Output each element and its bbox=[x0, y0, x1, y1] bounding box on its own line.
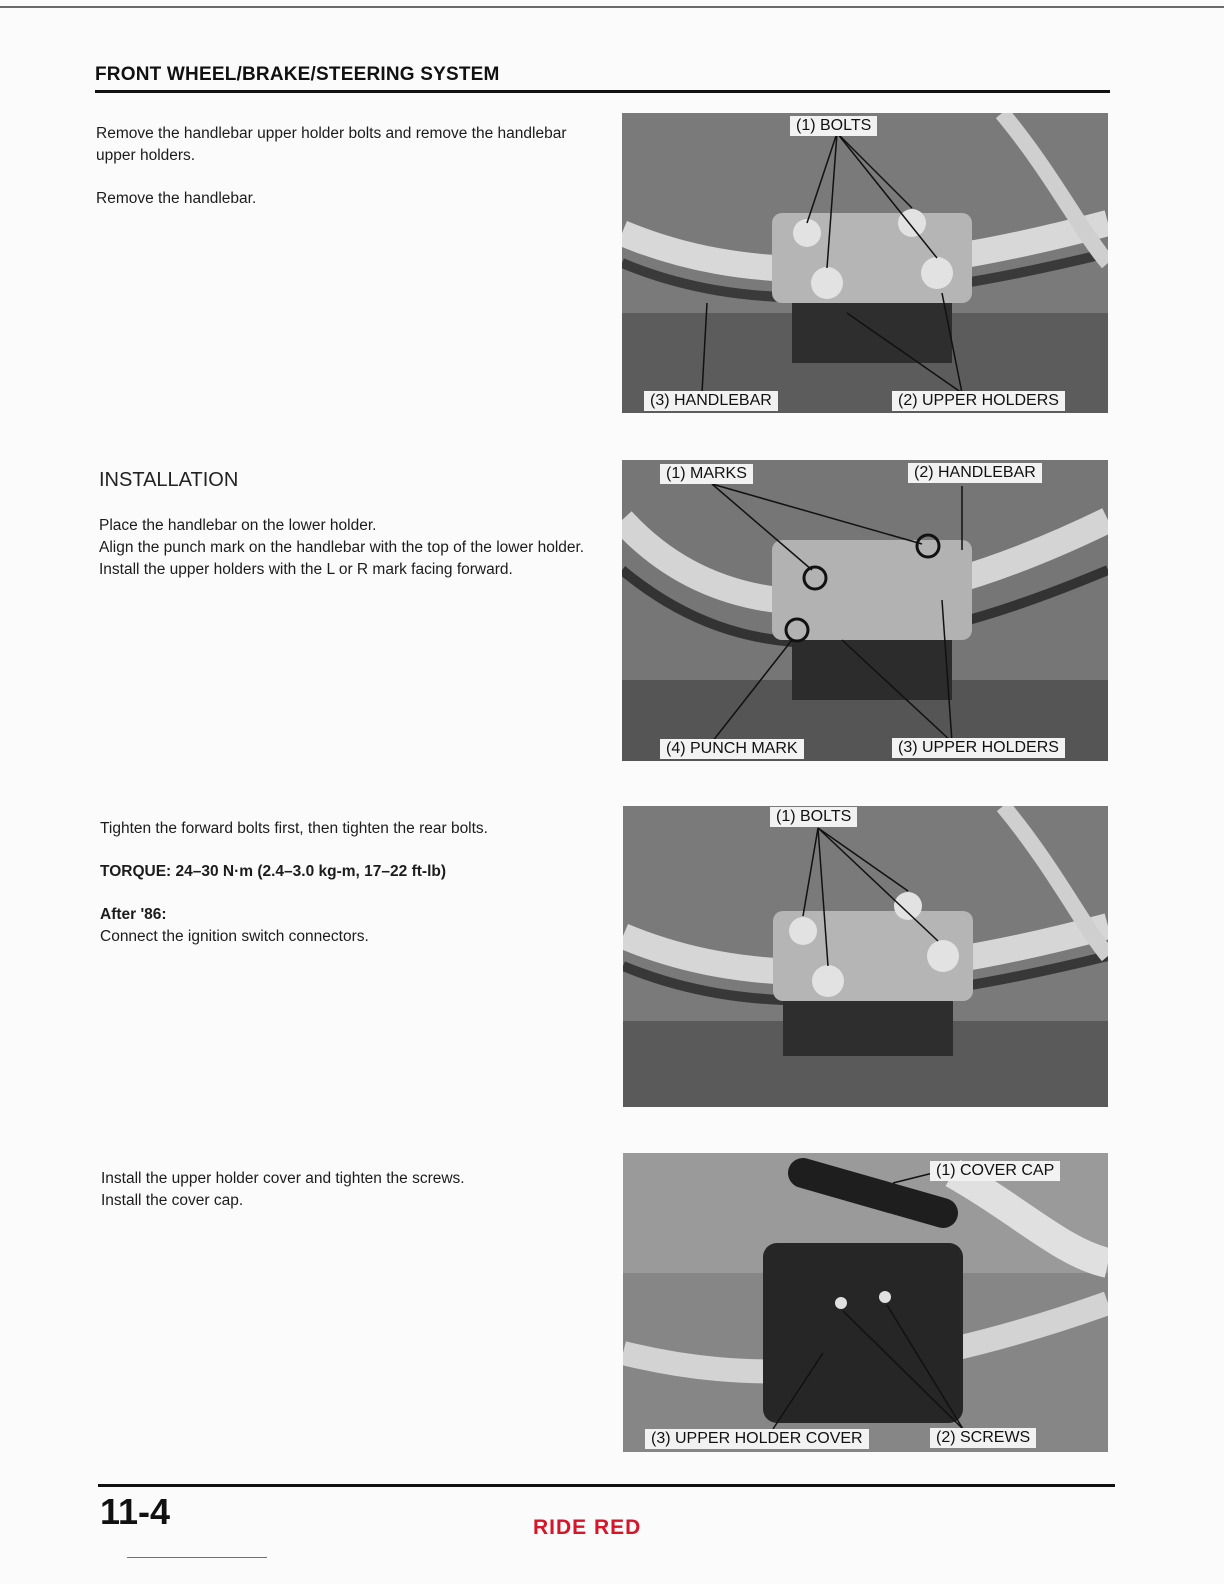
photo-illustration bbox=[623, 1153, 1108, 1452]
photo-illustration bbox=[622, 113, 1108, 413]
instruction-paragraph: Remove the handlebar. bbox=[96, 190, 257, 207]
callout-screws: (2) SCREWS bbox=[930, 1428, 1036, 1448]
callout-upper-holder-cover: (3) UPPER HOLDER COVER bbox=[645, 1429, 869, 1449]
removal-instructions bbox=[96, 123, 606, 231]
photo-cover-install bbox=[623, 1153, 1108, 1452]
callout-marks: (1) MARKS bbox=[660, 464, 753, 484]
photo-tighten-bolts bbox=[623, 806, 1108, 1107]
photo-installation-marks bbox=[622, 460, 1108, 761]
callout-bolts: (1) BOLTS bbox=[790, 116, 877, 136]
instruction-line: Align the punch mark on the handlebar with the top of the lower holder. bbox=[99, 539, 585, 556]
photo-illustration bbox=[623, 806, 1108, 1107]
callout-cover-cap: (1) COVER CAP bbox=[930, 1161, 1060, 1181]
torque-spec: TORQUE: 24–30 N·m (2.4–3.0 kg-m, 17–22 ft-lb) bbox=[100, 863, 447, 880]
footer-rule bbox=[98, 1484, 1115, 1487]
instruction-paragraph: Remove the handlebar upper holder bolts and remove the handlebar upper holders. bbox=[96, 125, 567, 164]
instruction-line: Install the upper holder cover and tighten the screws. bbox=[101, 1170, 465, 1187]
note-text: Connect the ignition switch connectors. bbox=[100, 928, 369, 945]
callout-bolts: (1) BOLTS bbox=[770, 807, 857, 827]
installation-heading: INSTALLATION bbox=[99, 469, 239, 491]
top-edge-rule bbox=[0, 6, 1224, 8]
photo-illustration bbox=[622, 460, 1108, 761]
instruction-line: Install the upper holders with the L or R mark facing forward. bbox=[99, 561, 513, 578]
footer-blue-line bbox=[127, 1557, 267, 1558]
photo-handlebar-removal bbox=[622, 113, 1108, 413]
instruction-paragraph: Tighten the forward bolts first, then tighten the rear bolts. bbox=[100, 820, 488, 837]
callout-handlebar: (2) HANDLEBAR bbox=[908, 463, 1042, 483]
instruction-line: Install the cover cap. bbox=[101, 1192, 244, 1209]
callout-upper-holders: (3) UPPER HOLDERS bbox=[892, 738, 1065, 758]
instruction-line: Place the handlebar on the lower holder. bbox=[99, 517, 377, 534]
tightening-instructions bbox=[100, 818, 600, 948]
header-rule bbox=[95, 90, 1110, 93]
cover-instructions bbox=[101, 1168, 611, 1212]
callout-punch-mark: (4) PUNCH MARK bbox=[660, 739, 804, 759]
callout-upper-holders: (2) UPPER HOLDERS bbox=[892, 391, 1065, 411]
section-title: FRONT WHEEL/BRAKE/STEERING SYSTEM bbox=[95, 64, 500, 85]
callout-handlebar: (3) HANDLEBAR bbox=[644, 391, 778, 411]
installation-instructions bbox=[99, 515, 609, 581]
note-heading: After '86: bbox=[100, 906, 167, 923]
brand-watermark: RIDE RED bbox=[533, 1516, 642, 1539]
page-number: 11-4 bbox=[100, 1491, 171, 1532]
